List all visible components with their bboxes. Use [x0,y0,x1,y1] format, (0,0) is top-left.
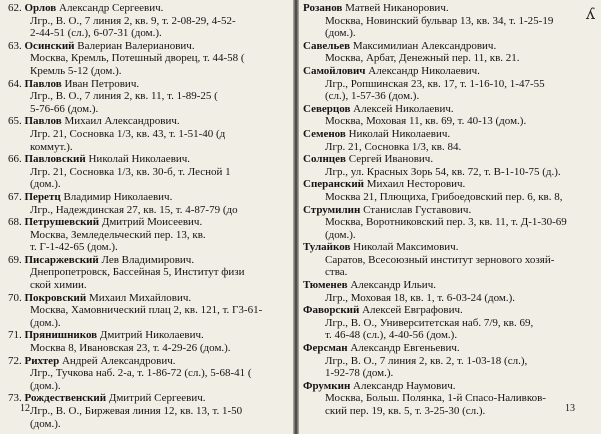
entry-address-line: (дом.). [30,316,61,329]
entry-surname: Покровский [24,291,87,304]
entry-number: 69. [8,253,22,266]
entry-number: 63. [8,39,22,52]
entry-address-line: 5-76-66 (дом.). [30,102,99,115]
entry-address-line: Лгр., Ропшинская 23, кв. 17, т. 1-16-10, 1-47-55 [325,77,545,90]
entry-address-line: Москва, Земледельческий пер. 13, кв. [30,228,206,241]
entry-surname: Прянишников [24,329,98,342]
entry-number: 64. [8,77,22,90]
entry-surname: Струмилин [303,203,361,216]
entry-surname: Солнцев [303,153,346,166]
directory-entry [303,2,599,40]
entry-surname: Перетц [24,190,61,203]
right-page [299,0,601,434]
handwritten-mark: ʎ [585,4,595,23]
entry-address-line: Москва, Хамовнический плац 2, кв. 121, т. Г3-61- [30,304,263,317]
entry-given-names: Николай Максимович. [350,241,459,254]
entry-heading [303,2,599,15]
entry-address-line: Москва, Больш. Полянка, 1-й Спасо-Наливков- [325,392,546,405]
entry-address-line: Саратов, Всесоюзный институт зернового хозяй- [325,253,555,266]
entry-heading [8,78,293,91]
entry-heading [8,191,293,204]
entry-heading [303,204,599,217]
entry-address-line: Лгр. 21, Сосновка 1/3, кв. 84. [325,140,462,153]
entry-heading [8,216,293,229]
directory-entry [303,279,599,304]
entry-heading [8,392,293,405]
entry-number: 62. [8,2,22,14]
entry-address-line: коммут.). [30,140,73,153]
directory-entry [303,241,599,279]
entry-surname: Павловский [24,153,86,166]
directory-entry [8,355,293,393]
entry-heading [8,355,293,368]
entry-surname: Сперанский [303,178,365,191]
entry-heading [303,65,599,78]
directory-entry [8,40,293,78]
entry-surname: Рождественский [24,392,107,405]
entry-surname: Павлов [24,115,62,128]
directory-entry [8,254,293,292]
entry-heading [8,40,293,53]
entry-heading [8,329,293,342]
entry-address-line: Москва, Моховая 11, кв. 69, т. 40-13 (дом.). [325,115,527,128]
directory-entry [8,392,293,430]
entry-surname: Осинский [24,39,75,52]
entry-heading [8,153,293,166]
entry-surname: Писаржевский [24,253,99,266]
directory-entry [8,191,293,216]
entry-given-names: Станислав Густавович. [360,203,472,216]
entry-heading [8,2,293,15]
entry-number: 70. [8,291,22,304]
entry-address-line: Днепропетровск, Бассейная 5, Институт физи [30,266,245,279]
entry-given-names: Лев Владимирович. [98,253,195,266]
entry-heading [303,40,599,53]
entry-address-line: Лгр. 21, Сосновка 1/3, кв. 30-б, т. Лесной 1 [30,165,231,178]
entry-address-line: Москва, Новинский бульвар 13, кв. 34, т. 1-25-19 [325,14,554,27]
entry-address-line: (дом.). [30,178,61,191]
entry-heading [303,153,599,166]
entry-address-line: Лгр., В. О., Университетская наб. 7/9, кв. 69, [325,316,534,329]
directory-entry [303,304,599,342]
entry-given-names: Александр Ильич. [347,279,436,292]
directory-entry [303,65,599,103]
entry-address-line: Лгр., В. О., 7 линия 2, кв. 9, т. 2-08-29, 4-52- [30,14,236,27]
entry-surname: Рихтер [24,354,60,367]
entry-address-line: Москва 21, Плющиха, Грибоедовский пер. 6, кв. 8, [325,190,563,203]
entry-given-names: Михаил Александрович. [61,115,180,128]
entry-surname: Фаворский [303,304,360,317]
directory-entry [303,153,599,178]
entry-address-line: (сл.), 1-57-36 (дом.). [325,90,420,103]
entry-surname: Самойлович [303,64,366,77]
entry-address-line: Лгр., Надеждинская 27, кв. 15, т. 4-87-79 (до [30,203,238,216]
right-page-entries [303,2,599,418]
entry-address-line: Москва, Кремль, Потешный дворец, т. 44-58 ( [30,52,245,65]
entry-address-line: (дом.). [325,27,356,40]
entry-given-names: Александр Николаевич. [365,64,480,77]
entry-address-line: Лгр., ул. Красных Зорь 54, кв. 72, т. В-1-10-75 (д.). [325,165,561,178]
entry-heading [303,380,599,393]
entry-address-line: т. Г-1-42-65 (дом.). [30,241,118,254]
entry-address-line: т. 46-48 (сл.), 4-40-56 (дом.). [325,329,458,342]
entry-address-line: Лгр., Моховая 18, кв. 1, т. 6-03-24 (дом.). [325,291,516,304]
directory-entry [8,292,293,330]
directory-entry [303,103,599,128]
entry-given-names: Алексей Евграфович. [359,304,463,317]
entry-number: 65. [8,115,22,128]
entry-address-line: Лгр., В. О., Биржевая линия 12, кв. 13, т. 1-50 [30,405,243,417]
entry-given-names: Александр Сергеевич. [56,2,164,14]
entry-given-names: Александр Евгеньевич. [347,342,460,355]
directory-entry [303,342,599,380]
entry-heading [8,292,293,305]
entry-address-line: (дом.). [30,379,61,392]
entry-surname: Петрушевский [24,216,100,229]
entry-address-line: Москва, Воротниковский пер. 3, кв. 11, т. Д-1-30-69 [325,216,567,229]
entry-address-line: (дом.). [325,228,356,241]
entry-heading [8,115,293,128]
entry-address-line: Кремль 5-12 (дом.). [30,64,122,77]
entry-surname: Орлов [24,2,57,14]
entry-surname: Фрумкин [303,379,351,392]
entry-address-line: (дом.). [30,417,61,430]
entry-number: 67. [8,190,22,203]
directory-entry [303,178,599,203]
entry-address-line: ства. [325,266,348,279]
right-page-number: 13 [565,403,575,414]
entry-heading [8,254,293,267]
entry-surname: Тулайков [303,241,351,254]
directory-entry [8,115,293,153]
entry-given-names: Матвей Никанорович. [342,2,449,14]
entry-surname: Семенов [303,127,346,140]
left-page-entries [8,2,293,430]
directory-entry [303,40,599,65]
entry-heading [303,103,599,116]
entry-heading [303,279,599,292]
entry-address-line: Лгр., В. О., 7 линия 2, кв. 11, т. 1-89-25 ( [30,90,218,103]
entry-surname: Ферсман [303,342,348,355]
entry-given-names: Михаил Несторович. [364,178,466,191]
entry-given-names: Дмитрий Моисеевич. [99,216,203,229]
entry-number: 72. [8,354,22,367]
entry-address-line: Лгр., В. О., 7 линия 2, кв. 2, т. 1-03-18 (сл.), [325,354,528,367]
entry-surname: Савельев [303,39,351,52]
entry-heading [303,304,599,317]
entry-heading [303,178,599,191]
entry-address-line: Москва, Арбат, Денежный пер. 11, кв. 21. [325,52,520,65]
entry-address-line: Лгр. 21, Сосновка 1/3, кв. 43, т. 1-51-40 (д [30,127,226,140]
entry-given-names: Иван Петрович. [61,77,140,90]
directory-entry [8,2,293,40]
entry-address-line: Лгр., Тучкова наб. 2-а, т. 1-86-72 (сл.), 5-68-41 ( [30,367,252,380]
entry-given-names: Дмитрий Сергеевич. [106,392,206,405]
entry-given-names: Дмитрий Николаевич. [97,329,204,342]
entry-given-names: Андрей Александрович. [59,354,176,367]
entry-number: 68. [8,216,22,229]
entry-heading [303,241,599,254]
entry-heading [303,128,599,141]
entry-given-names: Александр Наумович. [350,379,456,392]
left-page-number: 12 [20,403,30,414]
entry-address-line: 1-92-78 (дом.). [325,367,394,380]
entry-given-names: Валериан Валерианович. [74,39,195,52]
directory-entry [8,153,293,191]
entry-number: 73. [8,392,22,405]
entry-heading [303,342,599,355]
entry-given-names: Николай Николаевич. [345,127,451,140]
directory-entry [303,128,599,153]
entry-address-line: ской химии. [30,279,87,292]
directory-entry [8,78,293,116]
entry-surname: Павлов [24,77,62,90]
directory-entry [8,216,293,254]
directory-entry [8,329,293,354]
entry-given-names: Михаил Михайлович. [86,291,192,304]
entry-surname: Северцов [303,102,351,115]
entry-given-names: Сергей Иванович. [345,153,434,166]
entry-given-names: Максимилиан Александрович. [350,39,497,52]
entry-address-line: 2-44-51 (сл.), 6-07-31 (дом.). [30,27,162,40]
entry-given-names: Алексей Николаевич. [350,102,454,115]
entry-number: 71. [8,329,22,342]
left-page [0,0,293,434]
entry-address-line: ский пер. 19, кв. 5, т. 3-25-30 (сл.). [325,405,486,417]
directory-entry [303,380,599,418]
entry-number: 66. [8,153,22,166]
entry-surname: Тюменев [303,279,348,292]
entry-surname: Розанов [303,2,343,14]
entry-given-names: Николай Николаевич. [85,153,191,166]
entry-given-names: Владимир Николаевич. [60,190,173,203]
directory-entry [303,204,599,242]
entry-address-line: Москва 8, Ивановская 23, т. 4-29-26 (дом.). [30,342,231,355]
